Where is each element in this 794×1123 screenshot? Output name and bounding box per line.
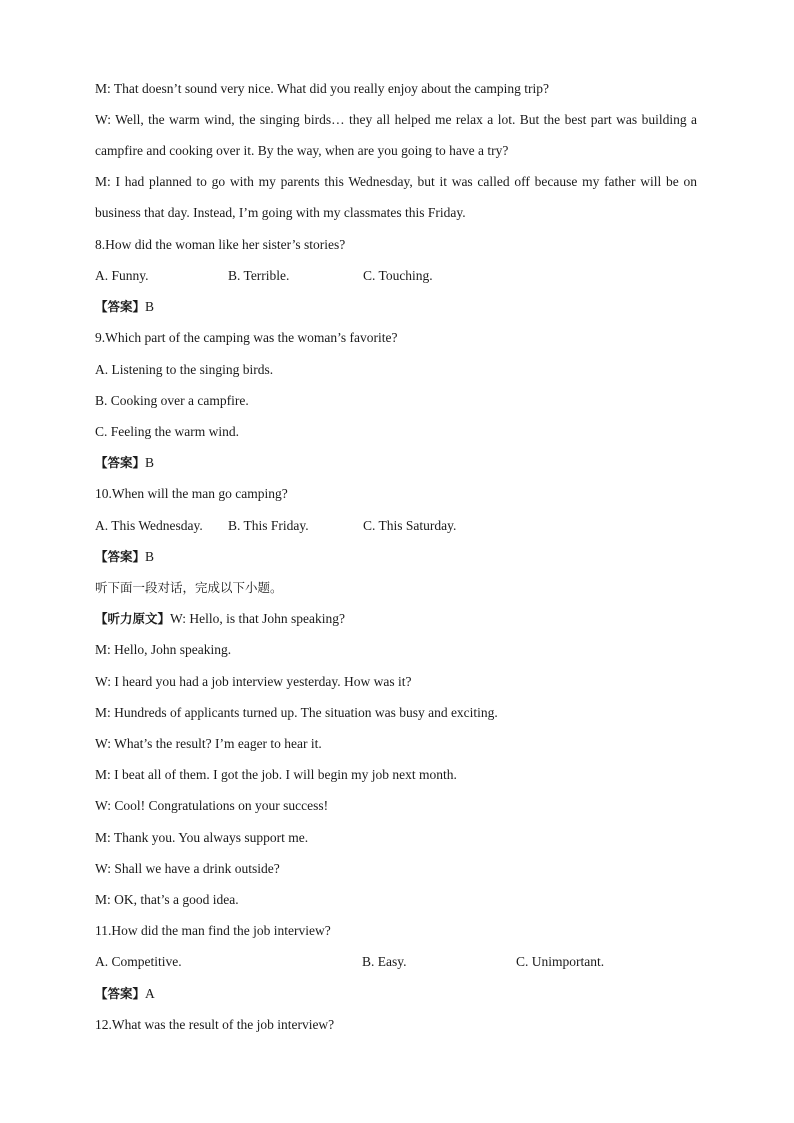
q10-option-c: C. This Saturday.	[363, 518, 457, 533]
q10-answer	[95, 548, 154, 566]
q8-option-b: B. Terrible.	[228, 268, 290, 283]
answer-value: B	[145, 455, 155, 470]
q11-answer	[95, 985, 155, 1003]
question-11: 11.How did the man find the job interview?	[95, 923, 331, 938]
dialogue-line: M: I had planned to go with my parents this Wednesday, but it was called off because my father will be on	[95, 174, 697, 189]
question-9: 9.Which part of the camping was the woman’s favorite?	[95, 330, 398, 345]
question-8: 8.How did the woman like her sister’s stories?	[95, 237, 346, 252]
answer-value: B	[145, 299, 155, 314]
q11-option-c: C. Unimportant.	[516, 954, 605, 969]
q10-option-b: B. This Friday.	[228, 518, 309, 533]
answer-tag: 【答案】	[95, 986, 146, 1001]
answer-value: A	[145, 986, 155, 1001]
q11-option-a: A. Competitive.	[95, 954, 182, 969]
answer-tag: 【答案】	[95, 549, 146, 564]
dialogue-line: M: Hundreds of applicants turned up. The situation was busy and exciting.	[95, 705, 498, 720]
q9-answer	[95, 454, 154, 472]
dialogue-line: W: Hello, is that John speaking?	[170, 611, 345, 626]
dialogue-line: W: Shall we have a drink outside?	[95, 861, 280, 876]
q9-option-a: A. Listening to the singing birds.	[95, 362, 274, 377]
dialogue-line: business that day. Instead, I’m going with my classmates this Friday.	[95, 205, 466, 220]
q9-option-c: C. Feeling the warm wind.	[95, 424, 239, 439]
answer-tag: 【答案】	[95, 299, 146, 314]
dialogue-line: campfire and cooking over it. By the way, when are you going to have a try?	[95, 143, 509, 158]
section-instruction: 听下面一段对话，完成以下小题。	[95, 580, 283, 595]
dialogue-line: M: That doesn’t sound very nice. What did you really enjoy about the camping trip?	[95, 81, 550, 96]
dialogue-line: M: Hello, John speaking.	[95, 642, 232, 657]
q8-answer	[95, 298, 154, 316]
q8-option-a: A. Funny.	[95, 268, 149, 283]
dialogue-line: M: Thank you. You always support me.	[95, 830, 309, 845]
question-12: 12.What was the result of the job interview?	[95, 1017, 335, 1032]
q10-option-a: A. This Wednesday.	[95, 518, 203, 533]
dialogue-line: W: Well, the warm wind, the singing birds… they all helped me relax a lot. But the best part was building a	[95, 112, 697, 127]
dialogue-line: W: Cool! Congratulations on your success!	[95, 798, 329, 813]
question-10: 10.When will the man go camping?	[95, 486, 288, 501]
dialogue-line: M: I beat all of them. I got the job. I will begin my job next month.	[95, 767, 457, 782]
q11-option-b: B. Easy.	[362, 954, 407, 969]
dialogue-line: W: I heard you had a job interview yesterday. How was it?	[95, 674, 412, 689]
transcript-first-line	[95, 610, 345, 628]
answer-tag: 【答案】	[95, 455, 146, 470]
q8-option-c: C. Touching.	[363, 268, 433, 283]
transcript-tag: 【听力原文】	[95, 611, 171, 626]
q9-option-b: B. Cooking over a campfire.	[95, 393, 249, 408]
dialogue-line: M: OK, that’s a good idea.	[95, 892, 239, 907]
answer-value: B	[145, 549, 155, 564]
dialogue-line: W: What’s the result? I’m eager to hear it.	[95, 736, 322, 751]
